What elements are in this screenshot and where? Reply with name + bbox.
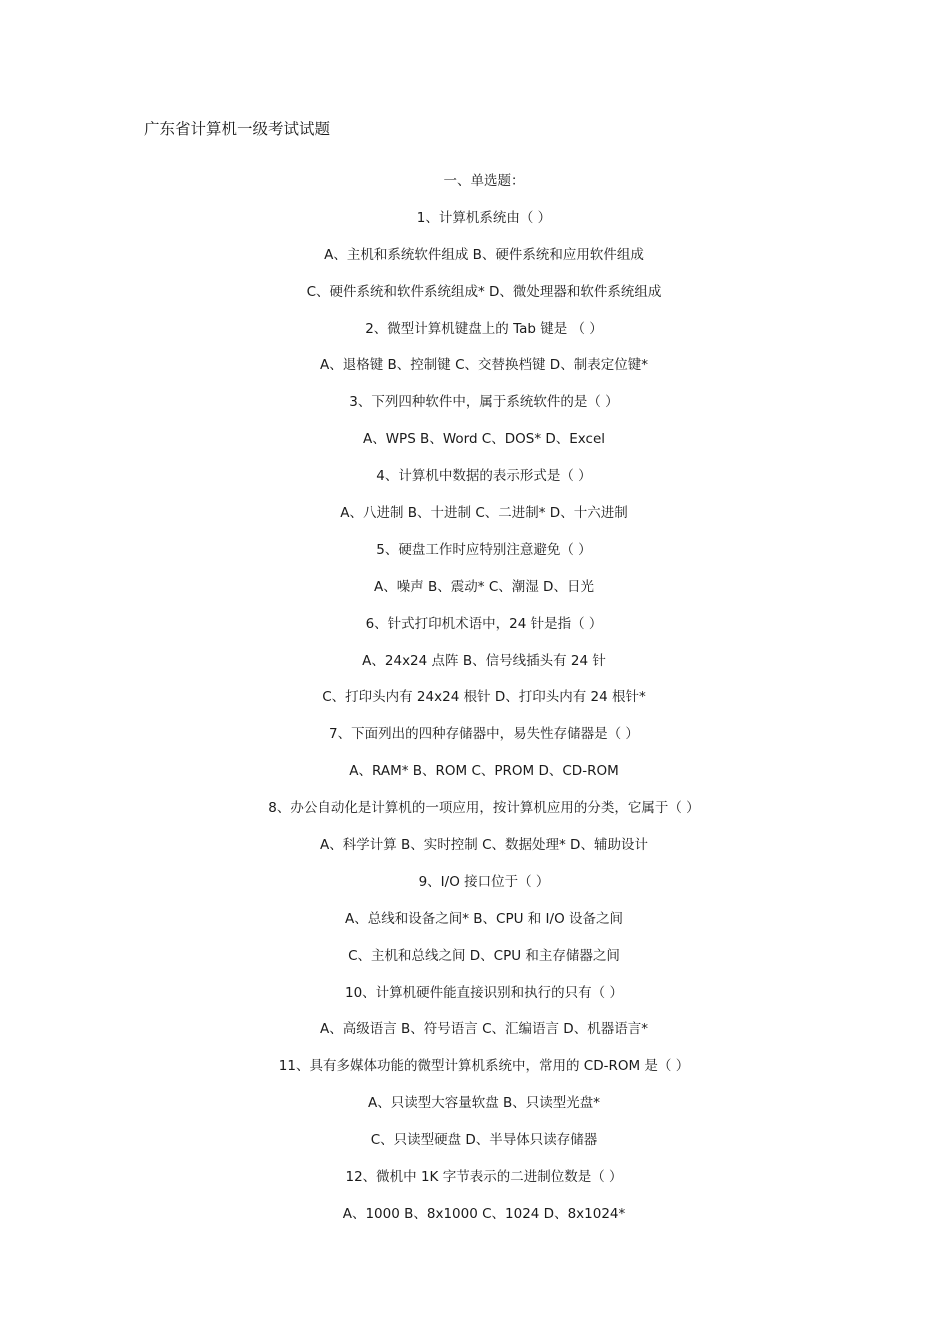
question-6: 6、针式打印机术语中，24 针是指（ ） xyxy=(365,615,603,632)
question-4: 4、计算机中数据的表示形式是（ ） xyxy=(376,468,592,485)
question-9-options-a-b: A、总线和设备之间* B、CPU 和 I/O 设备之间 xyxy=(344,910,623,927)
question-11: 11、具有多媒体功能的微型计算机系统中，常用的 CD-ROM 是（ ） xyxy=(278,1058,690,1075)
question-8: 8、办公自动化是计算机的一项应用，按计算机应用的分类，它属于（ ） xyxy=(268,800,700,817)
question-3: 3、下列四种软件中，属于系统软件的是（ ） xyxy=(349,394,619,411)
question-12: 12、微机中 1K 字节表示的二进制位数是（ ） xyxy=(345,1169,623,1186)
question-3-options: A、WPS B、Word C、DOS* D、Excel xyxy=(362,431,606,448)
question-list xyxy=(0,171,950,1241)
question-10: 10、计算机硬件能直接识别和执行的只有（ ） xyxy=(345,984,623,1001)
question-5-options: A、噪声 B、震动* C、潮湿 D、日光 xyxy=(374,578,594,595)
question-1-options-a-b: A、主机和系统软件组成 B、硬件系统和应用软件组成 xyxy=(324,246,644,263)
document-title: 广东省计算机一级考试试题 xyxy=(144,120,331,138)
question-2: 2、微型计算机键盘上的 Tab 键是 （ ） xyxy=(365,320,603,337)
question-6-options-c-d: C、打印头内有 24x24 根针 D、打印头内有 24 根针* xyxy=(322,689,646,706)
question-5: 5、硬盘工作时应特别注意避免（ ） xyxy=(376,541,592,558)
question-2-options: A、退格键 B、控制键 C、交替换档键 D、制表定位键* xyxy=(320,357,648,374)
question-1: 1、计算机系统由（ ） xyxy=(416,209,552,226)
question-10-options: A、高级语言 B、符号语言 C、汇编语言 D、机器语言* xyxy=(320,1021,648,1038)
question-11-options-c-d: C、只读型硬盘 D、半导体只读存储器 xyxy=(370,1132,598,1149)
question-11-options-a-b: A、只读型大容量软盘 B、只读型光盘* xyxy=(367,1095,601,1112)
question-9-options-c-d: C、主机和总线之间 D、CPU 和主存储器之间 xyxy=(348,947,620,964)
section-heading: 一、单选题： xyxy=(443,173,525,189)
question-7: 7、下面列出的四种存储器中，易失性存储器是（ ） xyxy=(329,726,639,743)
question-12-options: A、1000 B、8x1000 C、1024 D、8x1024* xyxy=(342,1205,626,1222)
question-8-options: A、科学计算 B、实时控制 C、数据处理* D、辅助设计 xyxy=(320,837,648,854)
question-1-options-c-d: C、硬件系统和软件系统组成* D、微处理器和软件系统组成 xyxy=(306,283,662,300)
question-4-options: A、八进制 B、十进制 C、二进制* D、十六进制 xyxy=(340,505,628,522)
question-9: 9、I/O 接口位于（ ） xyxy=(418,873,550,890)
question-7-options: A、RAM* B、ROM C、PROM D、CD-ROM xyxy=(349,763,619,780)
question-6-options-a-b: A、24x24 点阵 B、信号线插头有 24 针 xyxy=(362,652,606,669)
